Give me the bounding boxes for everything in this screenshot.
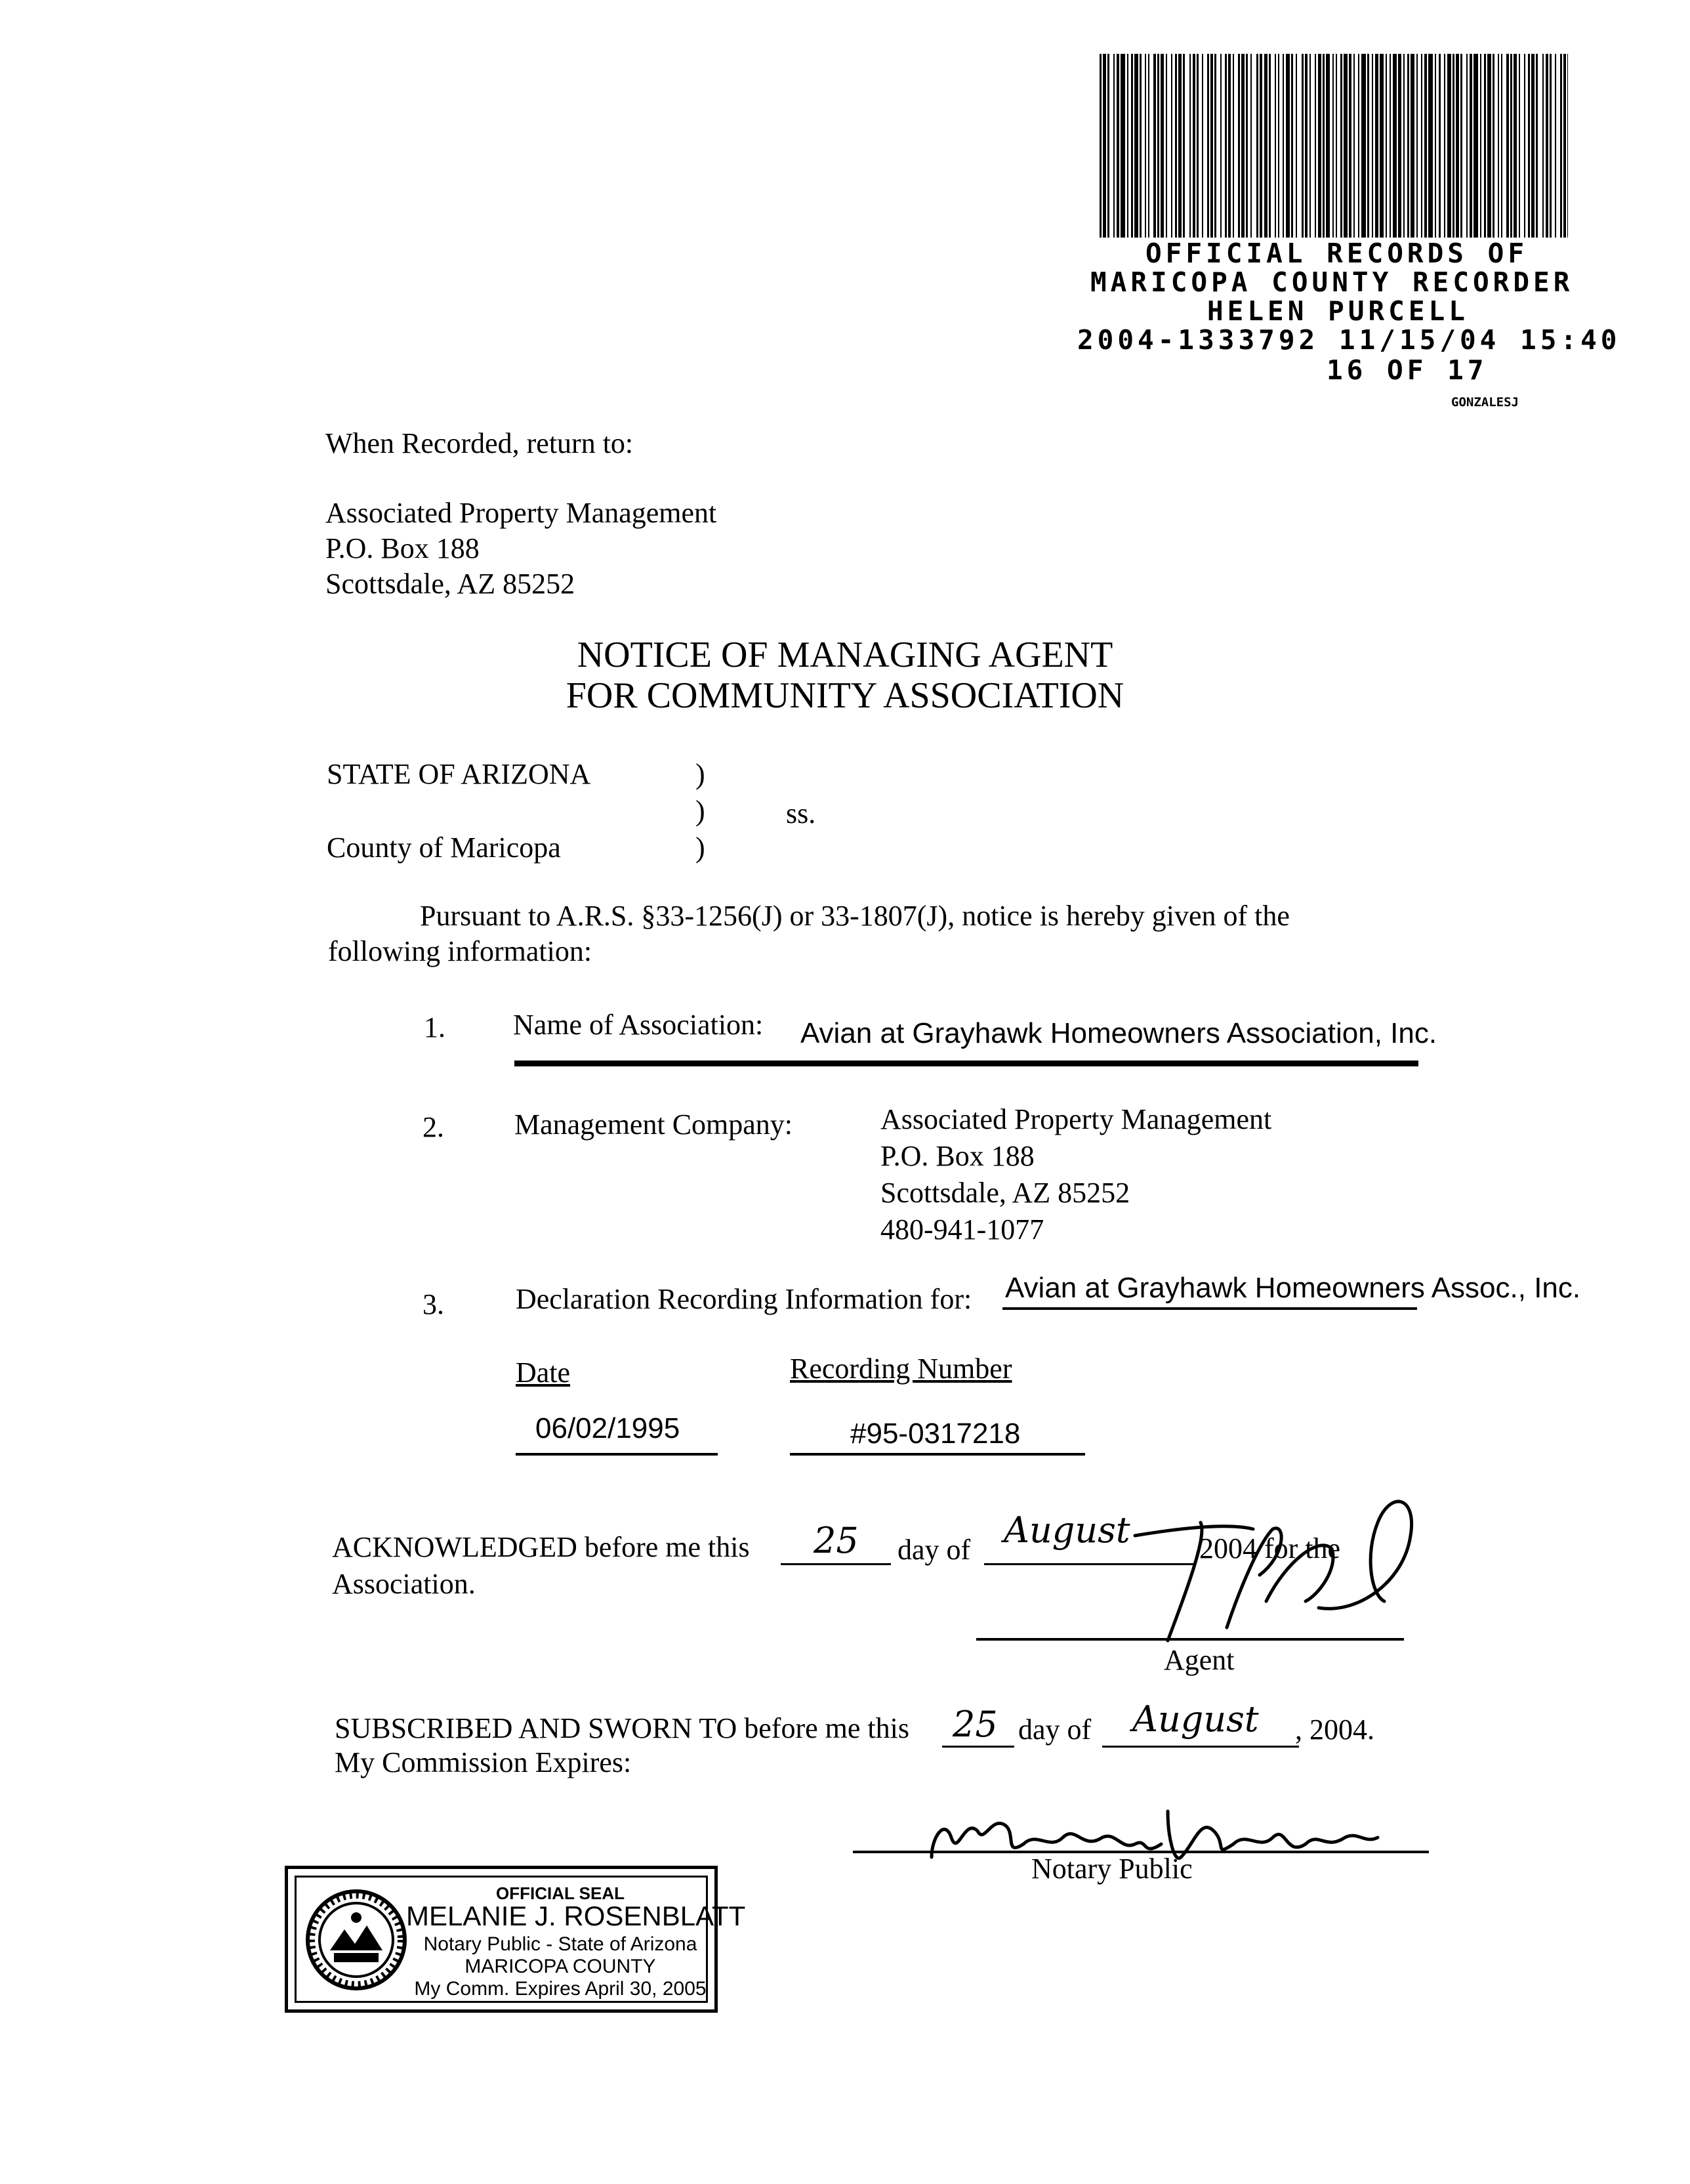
venue-paren-2: ): [695, 795, 705, 827]
recorder-stamp-line1: OFFICIAL RECORDS OF: [1145, 238, 1528, 269]
recording-number: #95-0317218: [850, 1418, 1021, 1450]
recorder-stamp-line5: 16 OF 17: [1327, 354, 1488, 386]
acknowledged-day: 25: [814, 1520, 859, 1561]
venue-county: County of Maricopa: [327, 831, 561, 864]
return-to-po-box: P.O. Box 188: [325, 532, 480, 564]
venue-paren-3: ): [695, 831, 705, 864]
acknowledged-prefix: ACKNOWLEDGED before me this: [332, 1531, 750, 1563]
venue-state: STATE OF ARIZONA: [327, 758, 591, 790]
item1-association-name: Avian at Grayhawk Homeowners Association, Inc.: [800, 1017, 1437, 1049]
agent-signature: [1109, 1483, 1417, 1654]
intro-line1: Pursuant to A.R.S. §33-1256(J) or 33-1807(J), notice is hereby given of the: [420, 900, 1290, 932]
notary-seal: [285, 1866, 746, 2013]
intro-line2: following information:: [328, 935, 592, 967]
subscribed-day-of: day of: [1018, 1713, 1092, 1746]
subscribed-day-line: [942, 1746, 1014, 1748]
seal-expiration: My Comm. Expires April 30, 2005: [414, 1978, 707, 2000]
item1-underline: [514, 1060, 1418, 1066]
seal-notary-title: Notary Public - State of Arizona: [423, 1933, 697, 1955]
date-header: Date: [516, 1356, 571, 1389]
return-to-name: Associated Property Management: [325, 497, 717, 529]
subscribed-day: 25: [953, 1704, 998, 1745]
document-title-line1: NOTICE OF MANAGING AGENT: [577, 635, 1113, 675]
recording-date: 06/02/1995: [535, 1412, 680, 1444]
item2-po-box: P.O. Box 188: [880, 1140, 1035, 1172]
subscribed-month-line: [1102, 1746, 1299, 1748]
item2-phone: 480-941-1077: [880, 1213, 1044, 1246]
item3-label: Declaration Recording Information for:: [516, 1283, 972, 1315]
date-underline: [516, 1453, 718, 1456]
acknowledged-month: August: [1004, 1509, 1130, 1551]
item3-underline: [1002, 1307, 1417, 1310]
subscribed-prefix: SUBSCRIBED AND SWORN TO before me this: [335, 1712, 909, 1744]
item2-number: 2.: [422, 1111, 444, 1143]
item2-city: Scottsdale, AZ 85252: [880, 1177, 1130, 1209]
return-to-city: Scottsdale, AZ 85252: [325, 568, 575, 600]
item1-number: 1.: [424, 1011, 445, 1043]
barcode: [1100, 54, 1568, 238]
seal-county: MARICOPA COUNTY: [464, 1956, 656, 1977]
acknowledged-day-of: day of: [897, 1534, 971, 1566]
notary-public-label: Notary Public: [1031, 1853, 1193, 1885]
seal-heading: OFFICIAL SEAL: [496, 1883, 625, 1903]
recording-number-underline: [790, 1453, 1085, 1456]
acknowledged-day-line: [781, 1563, 891, 1565]
state-seal-emblem: [304, 1887, 409, 1992]
recorder-stamp-line4: 2004-1333792 11/15/04 15:40: [1077, 324, 1621, 356]
subscribed-month: August: [1132, 1698, 1259, 1740]
item1-label: Name of Association:: [513, 1009, 764, 1041]
item2-label: Management Company:: [514, 1108, 793, 1141]
subscribed-year: , 2004.: [1295, 1713, 1374, 1746]
item3-number: 3.: [422, 1288, 444, 1320]
acknowledged-year: 2004 for the: [1199, 1532, 1341, 1564]
document-title-line2: FOR COMMUNITY ASSOCIATION: [566, 675, 1124, 716]
item2-company-name: Associated Property Management: [880, 1103, 1272, 1135]
acknowledged-line2: Association.: [332, 1568, 476, 1600]
return-to-heading: When Recorded, return to:: [325, 427, 634, 459]
venue-paren-1: ): [695, 758, 705, 790]
item3-association-name: Avian at Grayhawk Homeowners Assoc., Inc.: [1005, 1272, 1581, 1304]
commission-expires-label: My Commission Expires:: [335, 1746, 632, 1778]
recorder-clerk: GONZALESJ: [1451, 395, 1519, 410]
recorder-stamp-line2: MARICOPA COUNTY RECORDER: [1090, 266, 1574, 298]
seal-notary-name: MELANIE J. ROSENBLATT: [406, 1900, 746, 1931]
recorder-stamp-line3: HELEN PURCELL: [1207, 295, 1469, 327]
agent-label: Agent: [1164, 1644, 1235, 1676]
recording-number-header: Recording Number: [790, 1353, 1012, 1385]
venue-ss: ss.: [786, 797, 816, 830]
